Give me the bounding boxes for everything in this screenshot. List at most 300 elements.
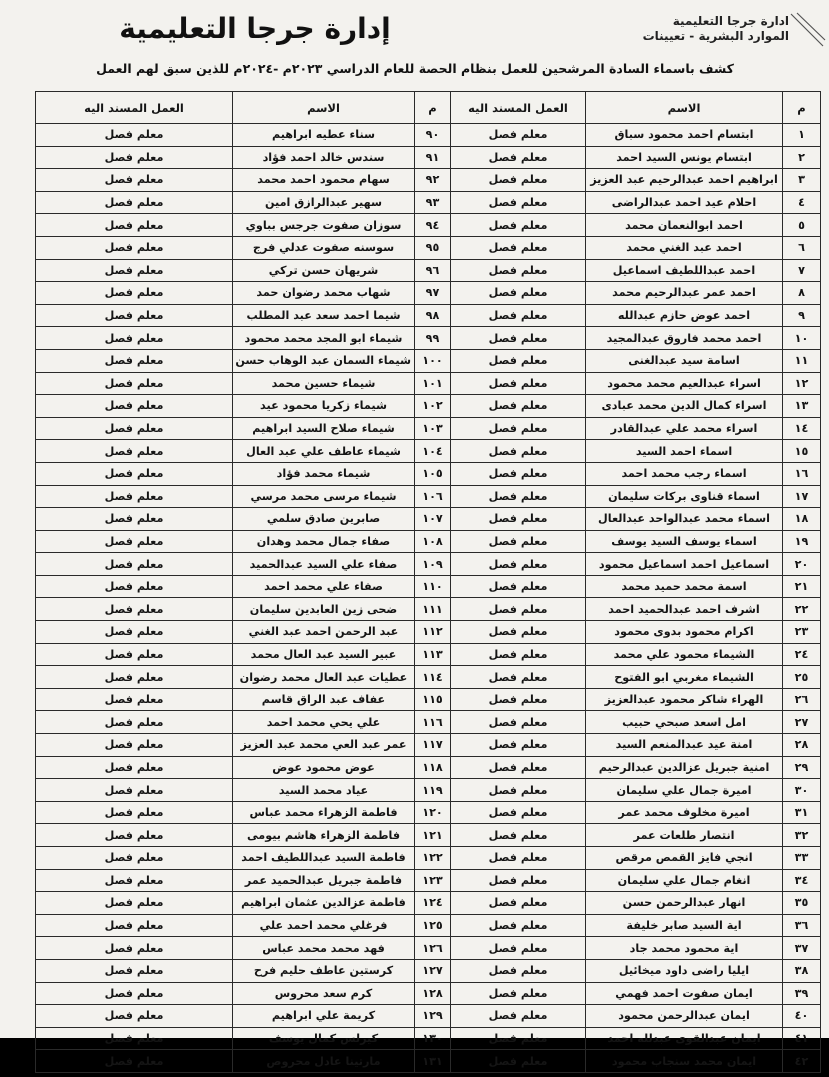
- row-number: ١٢٠: [415, 801, 451, 824]
- corner-pen-mark: [787, 10, 827, 50]
- row-number: ١٦: [783, 462, 821, 485]
- candidate-name: ايليا راضى داود ميخائيل: [586, 959, 783, 982]
- assigned-job: معلم فصل: [451, 191, 586, 214]
- assigned-job: معلم فصل: [36, 1005, 233, 1028]
- candidate-name: الهراء شاكر محمود عبدالعزيز: [586, 688, 783, 711]
- row-number: ٢٤: [783, 643, 821, 666]
- assigned-job: معلم فصل: [36, 982, 233, 1005]
- page-title: إدارة جرجا التعليمية: [119, 12, 391, 45]
- candidate-name: ايمان عبدالقوى عبدلله احمد: [586, 1027, 783, 1050]
- assigned-job: معلم فصل: [451, 869, 586, 892]
- assigned-job: معلم فصل: [451, 169, 586, 192]
- row-number: ٩٩: [415, 327, 451, 350]
- row-number: ٩٨: [415, 304, 451, 327]
- candidate-name: ضحى زين العابدين سليمان: [233, 598, 415, 621]
- assigned-job: معلم فصل: [451, 530, 586, 553]
- table-row: [36, 146, 821, 169]
- row-number: ١٢١: [415, 824, 451, 847]
- assigned-job: معلم فصل: [36, 327, 233, 350]
- row-number: ١٧: [783, 485, 821, 508]
- table-row: [36, 169, 821, 192]
- table-row: [36, 734, 821, 757]
- table-row: [36, 214, 821, 237]
- candidate-name: انغام جمال علي سليمان: [586, 869, 783, 892]
- table-row: [36, 914, 821, 937]
- row-number: ١٠: [783, 327, 821, 350]
- row-number: ١٠٣: [415, 417, 451, 440]
- table-row: [36, 982, 821, 1005]
- assigned-job: معلم فصل: [451, 1050, 586, 1073]
- row-number: ٢٥: [783, 666, 821, 689]
- assigned-job: معلم فصل: [36, 914, 233, 937]
- assigned-job: معلم فصل: [451, 282, 586, 305]
- row-number: ٩٣: [415, 191, 451, 214]
- candidate-name: اسراء كمال الدين محمد عبادى: [586, 395, 783, 418]
- candidate-name: احمد عبداللطيف اسماعيل: [586, 259, 783, 282]
- assigned-job: معلم فصل: [451, 959, 586, 982]
- row-number: ١٢٨: [415, 982, 451, 1005]
- col-header-num-2: م: [415, 92, 451, 124]
- row-number: ١١٠: [415, 575, 451, 598]
- table-row: [36, 417, 821, 440]
- candidate-name: عوض محمود عوض: [233, 756, 415, 779]
- table-row: [36, 282, 821, 305]
- assigned-job: معلم فصل: [36, 621, 233, 644]
- assigned-job: معلم فصل: [451, 417, 586, 440]
- table-row: [36, 462, 821, 485]
- table-row: [36, 959, 821, 982]
- assigned-job: معلم فصل: [36, 869, 233, 892]
- table-row: [36, 395, 821, 418]
- candidate-name: صفاء علي السيد عبدالحميد: [233, 553, 415, 576]
- assigned-job: معلم فصل: [36, 892, 233, 915]
- assigned-job: معلم فصل: [451, 847, 586, 870]
- candidate-name: عياد محمد السيد: [233, 779, 415, 802]
- candidate-name: اية السيد صابر خليفة: [586, 914, 783, 937]
- candidate-name: امنة عيد عبدالمنعم السيد: [586, 734, 783, 757]
- row-number: ٨: [783, 282, 821, 305]
- candidate-name: احمد ابوالنعمان محمد: [586, 214, 783, 237]
- candidate-name: فهد محمد محمد عباس: [233, 937, 415, 960]
- row-number: ٩٦: [415, 259, 451, 282]
- candidate-name: احلام عيد احمد عبدالراضى: [586, 191, 783, 214]
- assigned-job: معلم فصل: [36, 643, 233, 666]
- candidate-name: فاطمة جبريل عبدالحميد عمر: [233, 869, 415, 892]
- candidate-name: ايمان عبدالرحمن محمود: [586, 1005, 783, 1028]
- candidate-name: انتصار طلعات عمر: [586, 824, 783, 847]
- row-number: ٣٦: [783, 914, 821, 937]
- row-number: ١٤: [783, 417, 821, 440]
- assigned-job: معلم فصل: [36, 395, 233, 418]
- table-row: [36, 756, 821, 779]
- row-number: ٢٩: [783, 756, 821, 779]
- row-number: ٣٣: [783, 847, 821, 870]
- candidate-name: فاطمة الزهراء محمد عباس: [233, 801, 415, 824]
- candidate-name: شيماء مرسى محمد مرسي: [233, 485, 415, 508]
- candidate-name: ايمان محمد سنجاب محمود: [586, 1050, 783, 1073]
- assigned-job: معلم فصل: [451, 349, 586, 372]
- assigned-job: معلم فصل: [36, 349, 233, 372]
- candidate-name: عبير السيد عبد العال محمد: [233, 643, 415, 666]
- candidate-name: اسماء محمد عبدالواحد عبدالعال: [586, 508, 783, 531]
- assigned-job: معلم فصل: [36, 937, 233, 960]
- assigned-job: معلم فصل: [451, 395, 586, 418]
- row-number: ١٠٢: [415, 395, 451, 418]
- row-number: ١١: [783, 349, 821, 372]
- col-header-job-2: العمل المسند اليه: [36, 92, 233, 124]
- candidate-name: شريهان حسن تركي: [233, 259, 415, 282]
- candidate-name: فاطمة الزهراء هاشم بيومى: [233, 824, 415, 847]
- candidate-name: عمر عبد العي محمد عبد العزيز: [233, 734, 415, 757]
- table-row: [36, 575, 821, 598]
- row-number: ١١١: [415, 598, 451, 621]
- assigned-job: معلم فصل: [36, 666, 233, 689]
- assigned-job: معلم فصل: [36, 847, 233, 870]
- table-row: [36, 349, 821, 372]
- candidate-name: كرم سعد محروس: [233, 982, 415, 1005]
- candidate-name: علي يحي محمد احمد: [233, 711, 415, 734]
- row-number: ١٠٠: [415, 349, 451, 372]
- table-row: [36, 124, 821, 147]
- candidate-name: احمد عمر عبدالرحيم محمد: [586, 282, 783, 305]
- candidate-name: سوسنه صفوت عدلي فرج: [233, 236, 415, 259]
- row-number: ١٩: [783, 530, 821, 553]
- assigned-job: معلم فصل: [36, 282, 233, 305]
- assigned-job: معلم فصل: [36, 372, 233, 395]
- row-number: ١٢٢: [415, 847, 451, 870]
- assigned-job: معلم فصل: [451, 756, 586, 779]
- row-number: ٤٠: [783, 1005, 821, 1028]
- assigned-job: معلم فصل: [36, 734, 233, 757]
- row-number: ٩٠: [415, 124, 451, 147]
- table-row: [36, 508, 821, 531]
- assigned-job: معلم فصل: [451, 327, 586, 350]
- row-number: ٢: [783, 146, 821, 169]
- assigned-job: معلم فصل: [451, 236, 586, 259]
- row-number: ٣٨: [783, 959, 821, 982]
- candidate-name: انهار عبدالرحمن حسن: [586, 892, 783, 915]
- assigned-job: معلم فصل: [36, 508, 233, 531]
- row-number: ٤٢: [783, 1050, 821, 1073]
- assigned-job: معلم فصل: [36, 304, 233, 327]
- assigned-job: معلم فصل: [36, 191, 233, 214]
- candidate-name: شيماء عاطف علي عبد العال: [233, 440, 415, 463]
- candidate-name: سناء عطيه ابراهيم: [233, 124, 415, 147]
- candidate-name: مارتينا عادل محروص: [233, 1050, 415, 1073]
- table-row: [36, 1005, 821, 1028]
- candidate-name: عفاف عبد الراق قاسم: [233, 688, 415, 711]
- assigned-job: معلم فصل: [451, 734, 586, 757]
- row-number: ٢٦: [783, 688, 821, 711]
- assigned-job: معلم فصل: [36, 259, 233, 282]
- row-number: ٣: [783, 169, 821, 192]
- candidate-name: ابراهيم احمد عبدالرحيم عبد العزيز: [586, 169, 783, 192]
- row-number: ١٣٠: [415, 1027, 451, 1050]
- row-number: ٣٢: [783, 824, 821, 847]
- assigned-job: معلم فصل: [451, 892, 586, 915]
- assigned-job: معلم فصل: [36, 440, 233, 463]
- assigned-job: معلم فصل: [451, 688, 586, 711]
- assigned-job: معلم فصل: [36, 575, 233, 598]
- assigned-job: معلم فصل: [451, 914, 586, 937]
- assigned-job: معلم فصل: [451, 937, 586, 960]
- assigned-job: معلم فصل: [451, 711, 586, 734]
- row-number: ٣٠: [783, 779, 821, 802]
- assigned-job: معلم فصل: [36, 417, 233, 440]
- candidate-name: فاطمة السيد عبداللطيف احمد: [233, 847, 415, 870]
- assigned-job: معلم فصل: [36, 1027, 233, 1050]
- assigned-job: معلم فصل: [36, 711, 233, 734]
- assigned-job: معلم فصل: [36, 688, 233, 711]
- candidate-name: اية محمود محمد جاد: [586, 937, 783, 960]
- row-number: ١١٣: [415, 643, 451, 666]
- candidate-name: سهام محمود احمد محمد: [233, 169, 415, 192]
- candidate-name: انجي فايز القمص مرقص: [586, 847, 783, 870]
- assigned-job: معلم فصل: [36, 824, 233, 847]
- assigned-job: معلم فصل: [451, 824, 586, 847]
- row-number: ١٢٧: [415, 959, 451, 982]
- table-row: [36, 869, 821, 892]
- table-row: [36, 666, 821, 689]
- dept-line-1: ادارة جرجا التعليمية: [672, 14, 789, 28]
- row-number: ١١٢: [415, 621, 451, 644]
- candidate-name: شيماء صلاح السيد ابراهيم: [233, 417, 415, 440]
- assigned-job: معلم فصل: [451, 982, 586, 1005]
- table-row: [36, 847, 821, 870]
- table-row: [36, 598, 821, 621]
- candidate-name: امنية جبريل عزالدين عبدالرحيم: [586, 756, 783, 779]
- candidate-name: شيماء ابو المجد محمد محمود: [233, 327, 415, 350]
- assigned-job: معلم فصل: [451, 372, 586, 395]
- row-number: ١٠٧: [415, 508, 451, 531]
- assigned-job: معلم فصل: [36, 146, 233, 169]
- candidate-name: الشيماء محمود علي محمد: [586, 643, 783, 666]
- assigned-job: معلم فصل: [451, 779, 586, 802]
- candidate-name: الشيماء مغربي ابو الفتوح: [586, 666, 783, 689]
- row-number: ٩١: [415, 146, 451, 169]
- row-number: ١٣: [783, 395, 821, 418]
- department-header: [549, 14, 789, 44]
- row-number: ٢١: [783, 575, 821, 598]
- table-row: [36, 801, 821, 824]
- assigned-job: معلم فصل: [36, 462, 233, 485]
- assigned-job: معلم فصل: [451, 598, 586, 621]
- candidate-name: امل اسعد صبحي حبيب: [586, 711, 783, 734]
- row-number: ١٥: [783, 440, 821, 463]
- row-number: ٩٧: [415, 282, 451, 305]
- row-number: ٢٧: [783, 711, 821, 734]
- assigned-job: معلم فصل: [451, 801, 586, 824]
- table-row: [36, 304, 821, 327]
- row-number: ١٢٥: [415, 914, 451, 937]
- row-number: ٤: [783, 191, 821, 214]
- row-number: ٣٩: [783, 982, 821, 1005]
- candidate-name: سندس خالد احمد فؤاد: [233, 146, 415, 169]
- candidate-name: احمد عبد الغني محمد: [586, 236, 783, 259]
- col-header-name-2: الاسم: [233, 92, 415, 124]
- row-number: ١٠٨: [415, 530, 451, 553]
- assigned-job: معلم فصل: [451, 553, 586, 576]
- col-header-job: العمل المسند اليه: [451, 92, 586, 124]
- table-row: [36, 779, 821, 802]
- table-row: [36, 688, 821, 711]
- candidate-name: صفاء علي محمد احمد: [233, 575, 415, 598]
- candidate-name: صفاء جمال محمد وهدان: [233, 530, 415, 553]
- candidate-name: اسراء عبدالعيم محمد محمود: [586, 372, 783, 395]
- row-number: ١: [783, 124, 821, 147]
- candidate-name: شيماء حسين محمد: [233, 372, 415, 395]
- assigned-job: معلم فصل: [36, 598, 233, 621]
- assigned-job: معلم فصل: [451, 304, 586, 327]
- candidate-name: فاطمة عزالدين عثمان ابراهيم: [233, 892, 415, 915]
- assigned-job: معلم فصل: [451, 214, 586, 237]
- candidate-name: شيما احمد سعد عبد المطلب: [233, 304, 415, 327]
- col-header-num: م: [783, 92, 821, 124]
- table-row: [36, 259, 821, 282]
- candidate-name: ايمان صفوت احمد فهمي: [586, 982, 783, 1005]
- assigned-job: معلم فصل: [36, 756, 233, 779]
- candidate-name: اسمة محمد حميد محمد: [586, 575, 783, 598]
- assigned-job: معلم فصل: [451, 1027, 586, 1050]
- table-row: [36, 643, 821, 666]
- candidate-name: كرستين عاطف حليم فرح: [233, 959, 415, 982]
- candidate-name: احمد محمد فاروق عبدالمجيد: [586, 327, 783, 350]
- candidate-name: اسماء يوسف السيد يوسف: [586, 530, 783, 553]
- row-number: ١٠٤: [415, 440, 451, 463]
- table-row: [36, 553, 821, 576]
- table-row: [36, 485, 821, 508]
- row-number: ١١٥: [415, 688, 451, 711]
- assigned-job: معلم فصل: [36, 485, 233, 508]
- candidate-name: اسماء احمد السيد: [586, 440, 783, 463]
- row-number: ١٢٣: [415, 869, 451, 892]
- candidate-name: شيماء السمان عبد الوهاب حسن: [233, 349, 415, 372]
- row-number: ٩: [783, 304, 821, 327]
- table-row: [36, 1027, 821, 1050]
- table-row: [36, 191, 821, 214]
- row-number: ١٢٦: [415, 937, 451, 960]
- table-row: [36, 1050, 821, 1073]
- candidate-name: اسراء محمد علي عبدالقادر: [586, 417, 783, 440]
- row-number: ٧: [783, 259, 821, 282]
- assigned-job: معلم فصل: [36, 530, 233, 553]
- candidate-name: اكرام محمود بدوى محمود: [586, 621, 783, 644]
- candidate-name: عطيات عبد العال محمد رضوان: [233, 666, 415, 689]
- assigned-job: معلم فصل: [36, 169, 233, 192]
- assigned-job: معلم فصل: [451, 1005, 586, 1028]
- table-row: [36, 530, 821, 553]
- row-number: ٢٢: [783, 598, 821, 621]
- assigned-job: معلم فصل: [36, 959, 233, 982]
- table-header-row: [36, 92, 821, 124]
- row-number: ٢٠: [783, 553, 821, 576]
- row-number: ١٠٦: [415, 485, 451, 508]
- candidates-table: [35, 91, 821, 1073]
- candidate-name: اسامة سيد عبدالغنى: [586, 349, 783, 372]
- assigned-job: معلم فصل: [451, 259, 586, 282]
- candidate-name: اشرف احمد عبدالحميد احمد: [586, 598, 783, 621]
- row-number: ٣٧: [783, 937, 821, 960]
- table-row: [36, 440, 821, 463]
- assigned-job: معلم فصل: [451, 508, 586, 531]
- table-row: [36, 236, 821, 259]
- row-number: ١٨: [783, 508, 821, 531]
- candidate-name: عبد الرحمن احمد عبد الغني: [233, 621, 415, 644]
- row-number: ٣٥: [783, 892, 821, 915]
- row-number: ٥: [783, 214, 821, 237]
- assigned-job: معلم فصل: [451, 643, 586, 666]
- table-row: [36, 327, 821, 350]
- row-number: ٣٤: [783, 869, 821, 892]
- candidate-name: صابرين صادق سلمي: [233, 508, 415, 531]
- row-number: ٩٤: [415, 214, 451, 237]
- row-number: ٤١: [783, 1027, 821, 1050]
- dept-line-2: الموارد البشرية - تعيينات: [642, 29, 789, 43]
- candidate-name: كريمة علي ابراهيم: [233, 1005, 415, 1028]
- assigned-job: معلم فصل: [451, 485, 586, 508]
- assigned-job: معلم فصل: [451, 621, 586, 644]
- candidate-name: اسماء رجب محمد احمد: [586, 462, 783, 485]
- table-row: [36, 824, 821, 847]
- candidate-name: ابتسام يونس السيد احمد: [586, 146, 783, 169]
- candidate-name: سوزان صفوت جرجس بباوي: [233, 214, 415, 237]
- candidate-name: شهاب محمد رضوان حمد: [233, 282, 415, 305]
- candidate-name: شيماء محمد فؤاد: [233, 462, 415, 485]
- row-number: ١٢: [783, 372, 821, 395]
- candidate-name: احمد عوض حازم عبدالله: [586, 304, 783, 327]
- row-number: ١٠١: [415, 372, 451, 395]
- assigned-job: معلم فصل: [36, 1050, 233, 1073]
- assigned-job: معلم فصل: [451, 666, 586, 689]
- assigned-job: معلم فصل: [36, 236, 233, 259]
- row-number: ١١٧: [415, 734, 451, 757]
- row-number: ١١٨: [415, 756, 451, 779]
- assigned-job: معلم فصل: [36, 801, 233, 824]
- row-number: ١١٤: [415, 666, 451, 689]
- table-row: [36, 892, 821, 915]
- col-header-name: الاسم: [586, 92, 783, 124]
- row-number: ١١٦: [415, 711, 451, 734]
- row-number: ١٠٩: [415, 553, 451, 576]
- row-number: ١٠٥: [415, 462, 451, 485]
- row-number: ١٢٤: [415, 892, 451, 915]
- assigned-job: معلم فصل: [451, 440, 586, 463]
- assigned-job: معلم فصل: [36, 214, 233, 237]
- table-row: [36, 372, 821, 395]
- table-row: [36, 937, 821, 960]
- candidate-name: اميرة مخلوف محمد عمر: [586, 801, 783, 824]
- assigned-job: معلم فصل: [451, 462, 586, 485]
- table-row: [36, 711, 821, 734]
- candidate-name: سهير عبدالرازق امين: [233, 191, 415, 214]
- candidate-name: شيماء زكريا محمود عيد: [233, 395, 415, 418]
- row-number: ١١٩: [415, 779, 451, 802]
- candidate-name: اسماعيل احمد اسماعيل محمود: [586, 553, 783, 576]
- candidate-name: ابتسام احمد محمود سباق: [586, 124, 783, 147]
- row-number: ٢٨: [783, 734, 821, 757]
- candidate-name: اميرة جمال علي سليمان: [586, 779, 783, 802]
- row-number: ١٢٩: [415, 1005, 451, 1028]
- row-number: ٩٥: [415, 236, 451, 259]
- assigned-job: معلم فصل: [451, 575, 586, 598]
- candidate-name: كيرلس كمال يوسف: [233, 1027, 415, 1050]
- row-number: ٦: [783, 236, 821, 259]
- candidate-name: اسماء قناوى بركات سليمان: [586, 485, 783, 508]
- assigned-job: معلم فصل: [451, 146, 586, 169]
- row-number: ٩٢: [415, 169, 451, 192]
- row-number: ٣١: [783, 801, 821, 824]
- row-number: ٢٣: [783, 621, 821, 644]
